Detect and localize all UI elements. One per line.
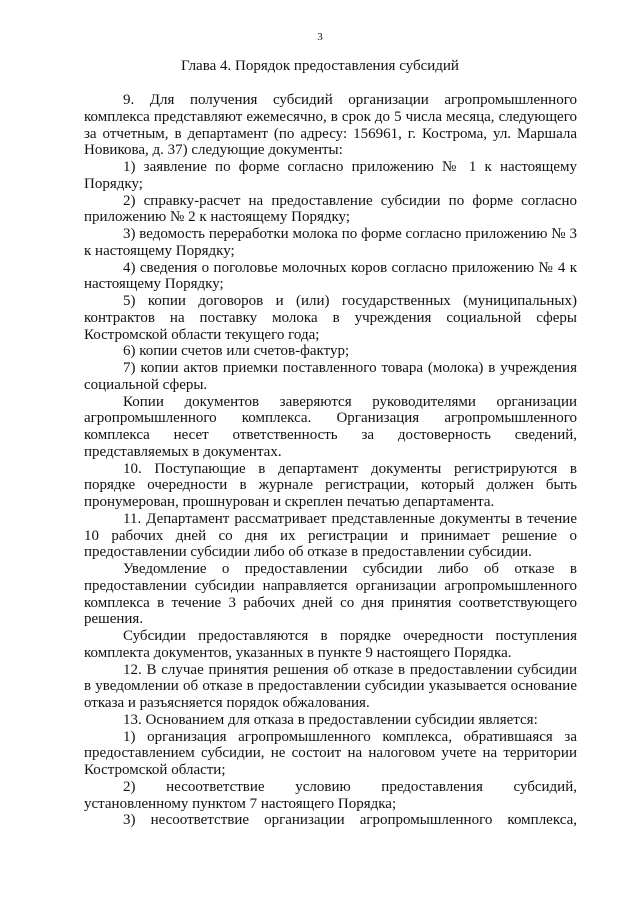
paragraph-item-9: 9. Для получения субсидий организации агропромышленного комплекса представляют ежемесячно, в срок до 5 числа месяца, следующего за отчетным, в департамент (по адресу: 156961, г. Кострома, ул. Маршала Новикова, д. 37) следующие документы: xyxy=(84,92,577,159)
list-item-condition-mismatch: 2) несоответствие условию предоставления субсидий, установленному пунктом 7 настоящего Порядка; xyxy=(84,778,577,812)
document-body xyxy=(84,92,577,829)
list-item-cow-livestock-info: 4) сведения о поголовье молочных коров согласно приложению № 4 к настоящему Порядку; xyxy=(84,259,577,293)
paragraph-copies-certification: Копии документов заверяются руководителями организации агропромышленного комплекса. Организация агропромышленного комплекса несет ответственность за достоверность сведений, представляемых в документах. xyxy=(84,393,577,460)
list-item-acceptance-act-copies: 7) копии актов приемки поставленного товара (молока) в учреждения социальной сферы. xyxy=(84,360,577,393)
paragraph-item-11: 11. Департамент рассматривает представленные документы в течение 10 рабочих дней со дня их регистрации и принимает решение о предоставлении субсидии либо об отказе в предоставлении субсидии. xyxy=(84,510,577,561)
list-item-contract-copies: 5) копии договоров и (или) государственных (муниципальных) контрактов на поставку молока в учреждения социальной сферы Костромской области текущего года; xyxy=(84,293,577,343)
list-item-tax-registration: 1) организация агропромышленного комплекса, обратившаяся за предоставлением субсидии, не состоит на налоговом учете на территории Костромской области; xyxy=(84,728,577,778)
paragraph-item-13: 13. Основанием для отказа в предоставлении субсидии является: xyxy=(123,711,538,728)
paragraph-item-12: 12. В случае принятия решения об отказе в предоставлении субсидии в уведомлении об отказе в предоставлении субсидии указывается основание отказа и разъясняется порядок обжалования. xyxy=(84,661,577,711)
page-number: 3 xyxy=(317,31,323,43)
list-item-milk-processing-statement: 3) ведомость переработки молока по форме согласно приложению № 3 к настоящему Порядку; xyxy=(84,226,577,259)
list-item-invoice-copies: 6) копии счетов или счетов-фактур; xyxy=(123,343,350,360)
list-item-application-form: 1) заявление по форме согласно приложению № 1 к настоящему Порядку; xyxy=(84,159,577,192)
paragraph-notification: Уведомление о предоставлении субсидии либо об отказе в предоставлении субсидии направляется организации агропромышленного комплекса в течение 3 рабочих дней со дня принятия соответствующего решения. xyxy=(84,561,577,628)
list-item-calculation-certificate: 2) справку-расчет на предоставление субсидии по форме согласно приложению № 2 к настоящему Порядку; xyxy=(84,192,577,226)
paragraph-item-10: 10. Поступающие в департамент документы регистрируются в порядке очередности в журнале регистрации, который должен быть пронумерован, прошнурован и скреплен печатью департамента. xyxy=(84,460,577,510)
list-item-organization-mismatch: 3) несоответствие организации агропромышленного комплекса, xyxy=(123,812,577,829)
chapter-title: Глава 4. Порядок предоставления субсидий xyxy=(181,58,459,74)
paragraph-subsidy-order: Субсидии предоставляются в порядке очередности поступления комплекта документов, указанных в пункте 9 настоящего Порядка. xyxy=(84,628,577,661)
